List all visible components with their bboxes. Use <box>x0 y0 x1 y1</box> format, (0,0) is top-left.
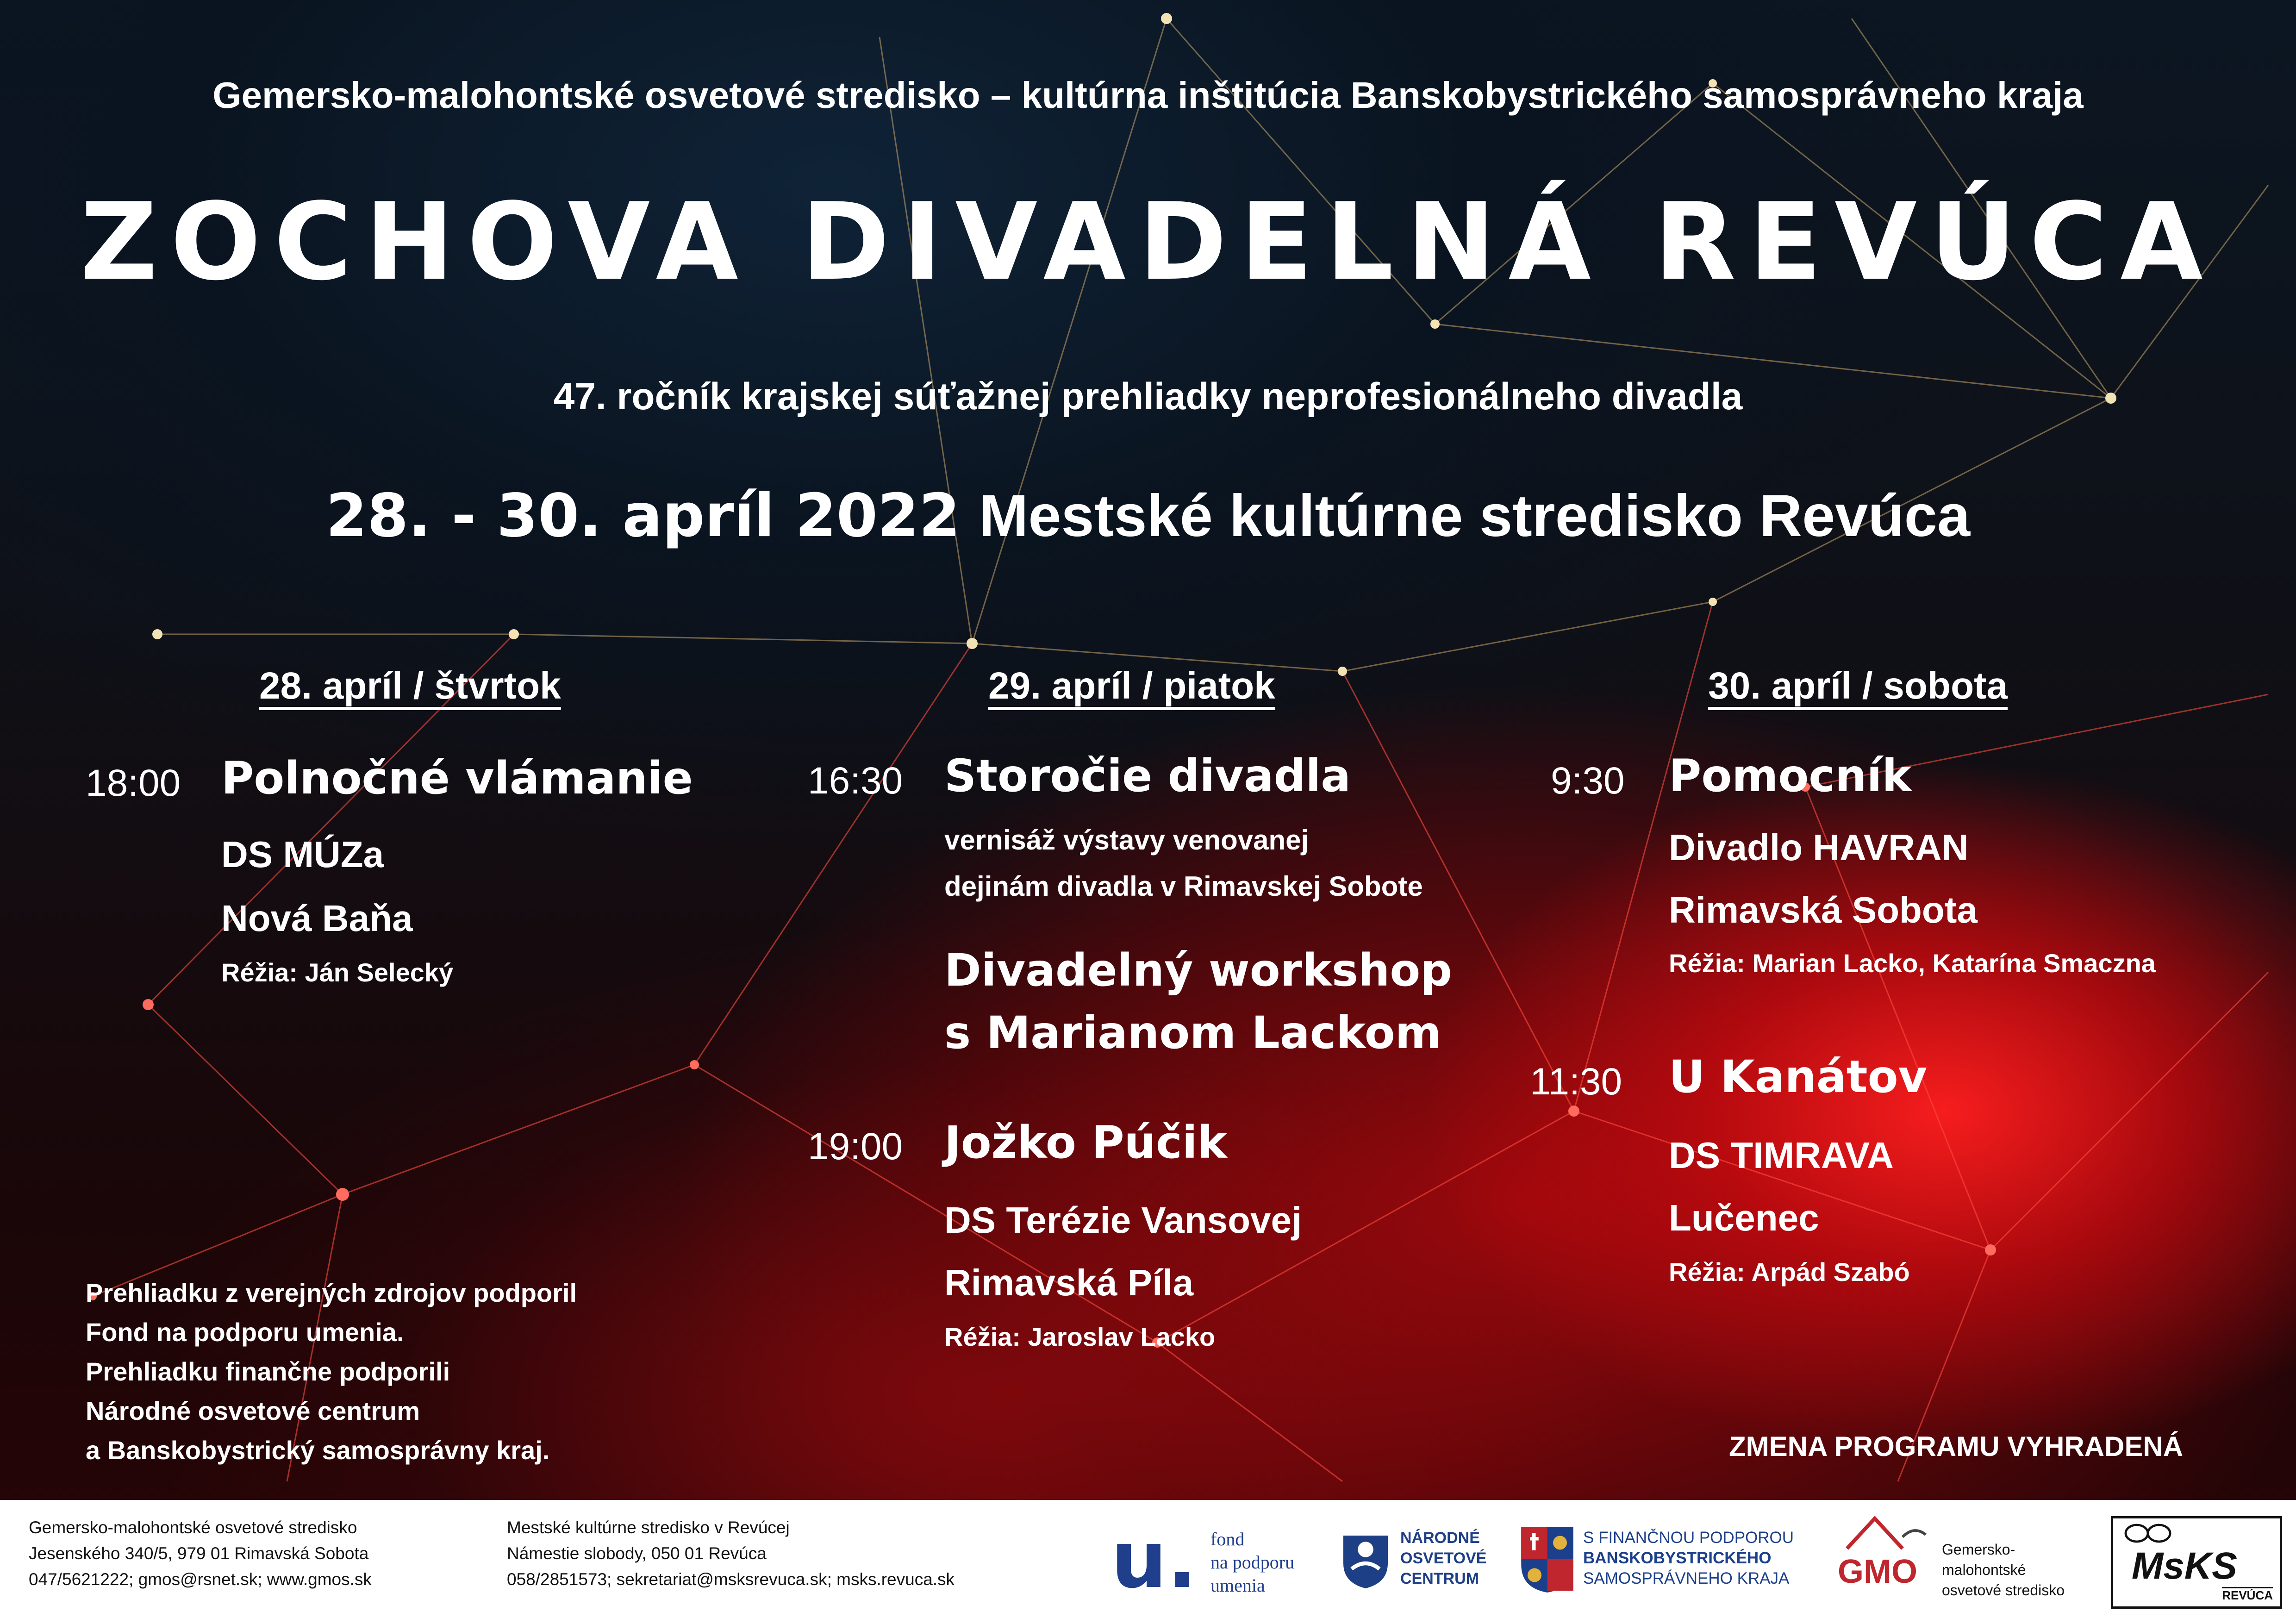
msks-phone-email-web: 058/2851573; sekretariat@msksrevuca.sk; msks.revuca.sk <box>507 1570 955 1589</box>
noc-text <box>1400 1528 1486 1589</box>
event-time: 18:00 <box>86 762 181 804</box>
fpu-mark: u. <box>1111 1514 1197 1606</box>
gmo-tent-icon <box>1838 1514 1930 1551</box>
event-title: Jožko Púčik <box>944 1117 1227 1168</box>
day-heading-3: 30. apríl / sobota <box>1708 665 2008 707</box>
bbsk-text-line: BANSKOBYSTRICKÉHO <box>1583 1549 1772 1567</box>
msks-mark: MsKS <box>2132 1545 2237 1587</box>
gmo-text-line: osvetové stredisko <box>1942 1582 2065 1599</box>
noc-emblem-icon <box>1338 1523 1393 1593</box>
bbsk-text-line: SAMOSPRÁVNEHO KRAJA <box>1583 1569 1790 1587</box>
support-line: Národné osvetové centrum <box>86 1396 420 1425</box>
date-venue-line <box>0 481 2296 550</box>
date-range: 28. - 30. apríl 2022 <box>326 481 960 550</box>
bbsk-logo <box>1518 1518 1815 1606</box>
event-title: Pomocník <box>1669 750 1912 802</box>
footer <box>0 1500 2296 1624</box>
noc-logo <box>1338 1518 1495 1606</box>
event-note: dejinám divadla v Rimavskej Sobote <box>944 871 1423 902</box>
gmo-mark: GMO <box>1838 1553 1917 1590</box>
event-ensemble: DS TIMRAVA <box>1669 1135 1894 1176</box>
event-town: Rimavská Píla <box>944 1262 1194 1303</box>
event-time: 11:30 <box>1530 1061 1622 1103</box>
gmo-text-line: Gemersko-malohontské <box>1942 1541 2026 1578</box>
gmos-name: Gemersko-malohontské osvetové stredisko <box>29 1518 357 1537</box>
event-town: Nová Baňa <box>221 898 413 939</box>
event-director: Réžia: Arpád Szabó <box>1669 1257 1910 1287</box>
workshop-title: Divadelný workshop <box>944 944 1453 996</box>
event-ensemble: DS MÚZa <box>221 834 384 875</box>
gmos-contact <box>29 1515 372 1593</box>
noc-text-line: OSVETOVÉ <box>1400 1549 1487 1567</box>
event-time: 9:30 <box>1551 760 1625 802</box>
event-ensemble: DS Terézie Vansovej <box>944 1199 1302 1241</box>
gmos-phone-email-web: 047/5621222; gmos@rsnet.sk; www.gmos.sk <box>29 1570 372 1589</box>
program-notice: ZMENA PROGRAMU VYHRADENÁ <box>1729 1431 2184 1462</box>
festival-title: ZOCHOVA DIVADELNÁ REVÚCA <box>80 181 2216 304</box>
gmo-text <box>1942 1539 2092 1600</box>
msks-contact <box>507 1515 955 1593</box>
gmos-address: Jesenského 340/5, 979 01 Rimavská Sobota <box>29 1544 369 1563</box>
support-line: a Banskobystrický samosprávny kraj. <box>86 1436 550 1465</box>
event-title: Polnočné vlámanie <box>221 752 693 804</box>
support-line: Prehliadku finančne podporili <box>86 1357 450 1386</box>
venue: Mestské kultúrne stredisko Revúca <box>979 483 1970 549</box>
support-line: Fond na podporu umenia. <box>86 1318 404 1347</box>
fpu-text-line: fond <box>1210 1529 1245 1549</box>
event-time: 19:00 <box>808 1125 903 1168</box>
event-town: Rimavská Sobota <box>1669 889 1978 931</box>
support-line: Prehliadku z verejných zdrojov podporil <box>86 1278 577 1307</box>
organizer-line: Gemersko-malohontské osvetové stredisko – kultúrna inštitúcia Banskobystrického samosprávneho kraja <box>212 75 2084 116</box>
event-ensemble: Divadlo HAVRAN <box>1669 827 1969 868</box>
event-title: U Kanátov <box>1669 1051 1928 1103</box>
fpu-text-line: na podporu <box>1210 1552 1295 1573</box>
fpu-logo <box>1111 1514 1305 1611</box>
noc-text-line: CENTRUM <box>1400 1570 1479 1587</box>
event-director: Réžia: Ján Selecký <box>221 958 454 987</box>
bbsk-coat-of-arms-icon <box>1518 1523 1576 1595</box>
day-heading-2: 29. apríl / piatok <box>988 665 1275 707</box>
msks-name: Mestské kultúrne stredisko v Revúcej <box>507 1518 790 1537</box>
event-title: Storočie divadla <box>944 750 1351 802</box>
event-director: Réžia: Marian Lacko, Katarína Smaczna <box>1669 949 2156 978</box>
fpu-text <box>1210 1528 1294 1597</box>
noc-text-line: NÁRODNÉ <box>1400 1529 1480 1547</box>
bbsk-text <box>1583 1528 1794 1589</box>
event-director: Réžia: Jaroslav Lacko <box>944 1322 1216 1351</box>
msks-logo <box>2111 1516 2282 1609</box>
workshop-title: s Marianom Lackom <box>944 1007 1441 1059</box>
festival-subtitle: 47. ročník krajskej súťažnej prehliadky neprofesionálneho divadla <box>553 375 1743 418</box>
gmo-logo <box>1833 1514 2092 1611</box>
fpu-text-line: umenia <box>1210 1575 1265 1596</box>
msks-masks-icon <box>2120 1522 2176 1544</box>
bbsk-text-line: S FINANČNOU PODPOROU <box>1583 1529 1794 1547</box>
day-heading-1: 28. apríl / štvrtok <box>259 665 561 707</box>
event-town: Lučenec <box>1669 1197 1819 1238</box>
event-time: 16:30 <box>808 760 903 802</box>
event-note: vernisáž výstavy venovanej <box>944 824 1309 856</box>
msks-address: Námestie slobody, 050 01 Revúca <box>507 1544 767 1563</box>
msks-sub: REVÚCA <box>2222 1587 2273 1603</box>
